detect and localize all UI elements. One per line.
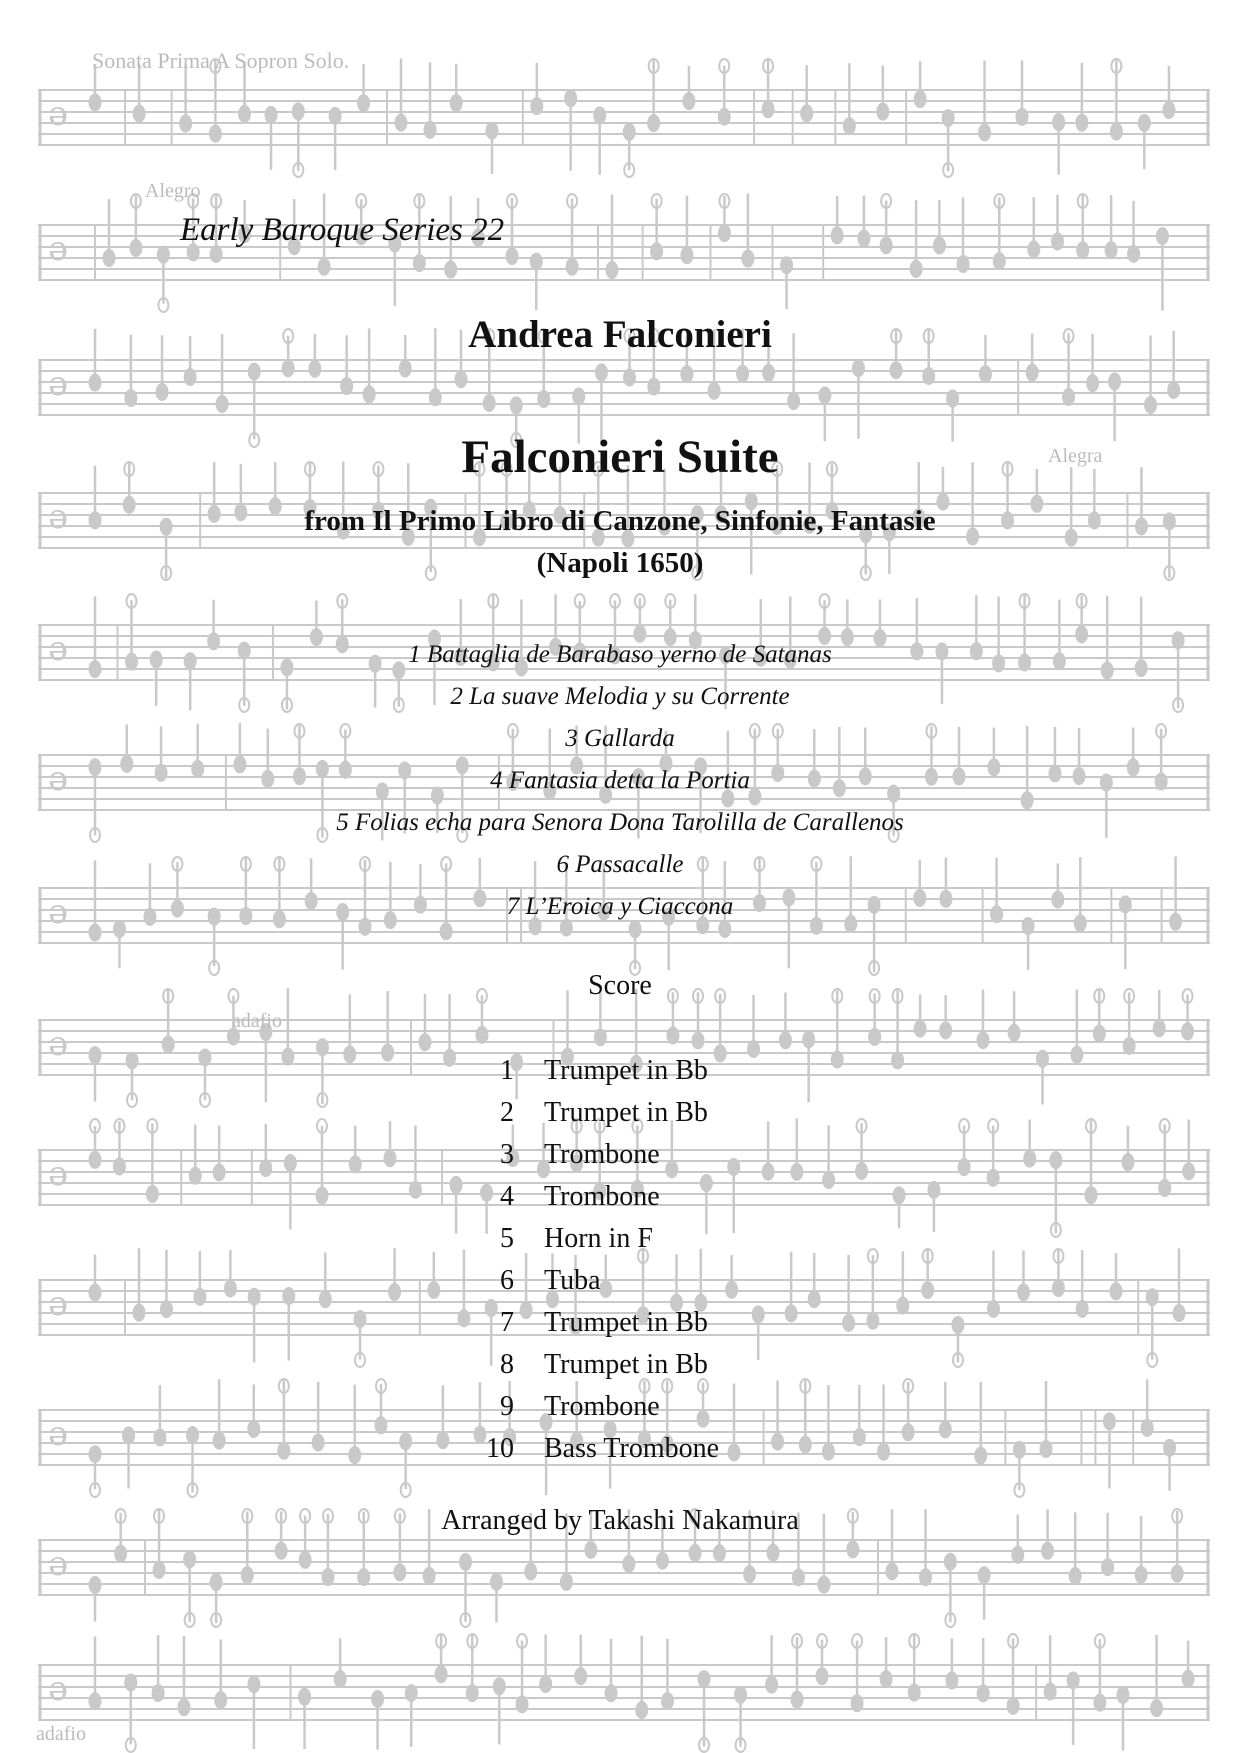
svg-text:ə: ə [48, 1669, 69, 1709]
instrument-number: 6 [500, 1265, 514, 1296]
instrument-row [470, 1092, 719, 1134]
instrument-row [470, 1428, 719, 1470]
instrument-name: Trumpet in Bb [544, 1307, 708, 1338]
instrument-row [470, 1302, 719, 1344]
movement-item: 2 La suave Melodia y su Corrente [450, 683, 790, 710]
watermark-tempo-mark: Alegra [1048, 445, 1103, 467]
instrument-list [470, 1050, 719, 1470]
svg-text:ə: ə [48, 1154, 69, 1194]
svg-text:ə: ə [48, 1284, 69, 1324]
svg-text:ə: ə [48, 94, 69, 134]
watermark-tempo-mark: Alegro [145, 180, 201, 202]
instrument-row [470, 1134, 719, 1176]
score-label: Score [588, 970, 652, 1001]
instrument-name: Trumpet in Bb [544, 1055, 708, 1086]
svg-text:ə: ə [48, 497, 69, 537]
movement-item: 5 Folias echa para Senora Dona Tarolilla de Carallenos [336, 809, 904, 836]
instrument-row [470, 1050, 719, 1092]
instrument-number: 1 [500, 1055, 514, 1086]
svg-text:ə: ə [48, 629, 69, 669]
work-title: Falconieri Suite [461, 431, 779, 483]
watermark-tempo-mark: adafio [36, 1723, 86, 1745]
instrument-number: 2 [500, 1097, 514, 1128]
movement-item: 3 Gallarda [565, 725, 675, 752]
svg-text:ə: ə [48, 229, 69, 269]
instrument-number: 7 [500, 1307, 514, 1338]
instrument-name: Bass Trombone [544, 1433, 720, 1464]
instrument-name: Trumpet in Bb [544, 1349, 708, 1380]
series-title: Early Baroque Series 22 [180, 212, 505, 248]
instrument-number: 10 [486, 1433, 514, 1464]
movement-item: 6 Passacalle [556, 851, 684, 878]
instrument-name: Horn in F [544, 1223, 653, 1254]
svg-text:ə: ə [48, 1024, 69, 1064]
instrument-number: 5 [500, 1223, 514, 1254]
movement-item: 4 Fantasia detta la Portia [490, 767, 750, 794]
work-subtitle: from Il Primo Libro di Canzone, Sinfonie, Fantasie [304, 505, 936, 537]
composer-name: Andrea Falconieri [468, 313, 772, 356]
instrument-number: 4 [500, 1181, 514, 1212]
svg-text:ə: ə [48, 1544, 69, 1584]
movement-item: 1 Battaglia de Barabaso yerno de Satanas [408, 641, 832, 668]
svg-text:ə: ə [48, 1414, 69, 1454]
instrument-name: Tuba [544, 1265, 601, 1296]
instrument-row [470, 1218, 719, 1260]
watermark-header: Sonata Prima A Sopron Solo. [92, 48, 350, 73]
work-subtitle-date: (Napoli 1650) [536, 547, 704, 579]
instrument-row [470, 1260, 719, 1302]
movement-item: 7 L’Eroica y Ciaccona [506, 893, 734, 920]
instrument-name: Trombone [544, 1391, 660, 1422]
svg-text:ə: ə [48, 759, 69, 799]
svg-text:ə: ə [48, 364, 69, 404]
svg-text:ə: ə [48, 892, 69, 932]
movement-list [0, 634, 1240, 928]
instrument-name: Trombone [544, 1139, 660, 1170]
instrument-number: 9 [500, 1391, 514, 1422]
instrument-name: Trumpet in Bb [544, 1097, 708, 1128]
instrument-row [470, 1176, 719, 1218]
instrument-number: 3 [500, 1139, 514, 1170]
instrument-row [470, 1344, 719, 1386]
arranger-credit: Arranged by Takashi Nakamura [441, 1505, 799, 1536]
watermark-tempo-mark: adafio [232, 1010, 282, 1032]
instrument-row [470, 1386, 719, 1428]
instrument-name: Trombone [544, 1181, 660, 1212]
instrument-number: 8 [500, 1349, 514, 1380]
